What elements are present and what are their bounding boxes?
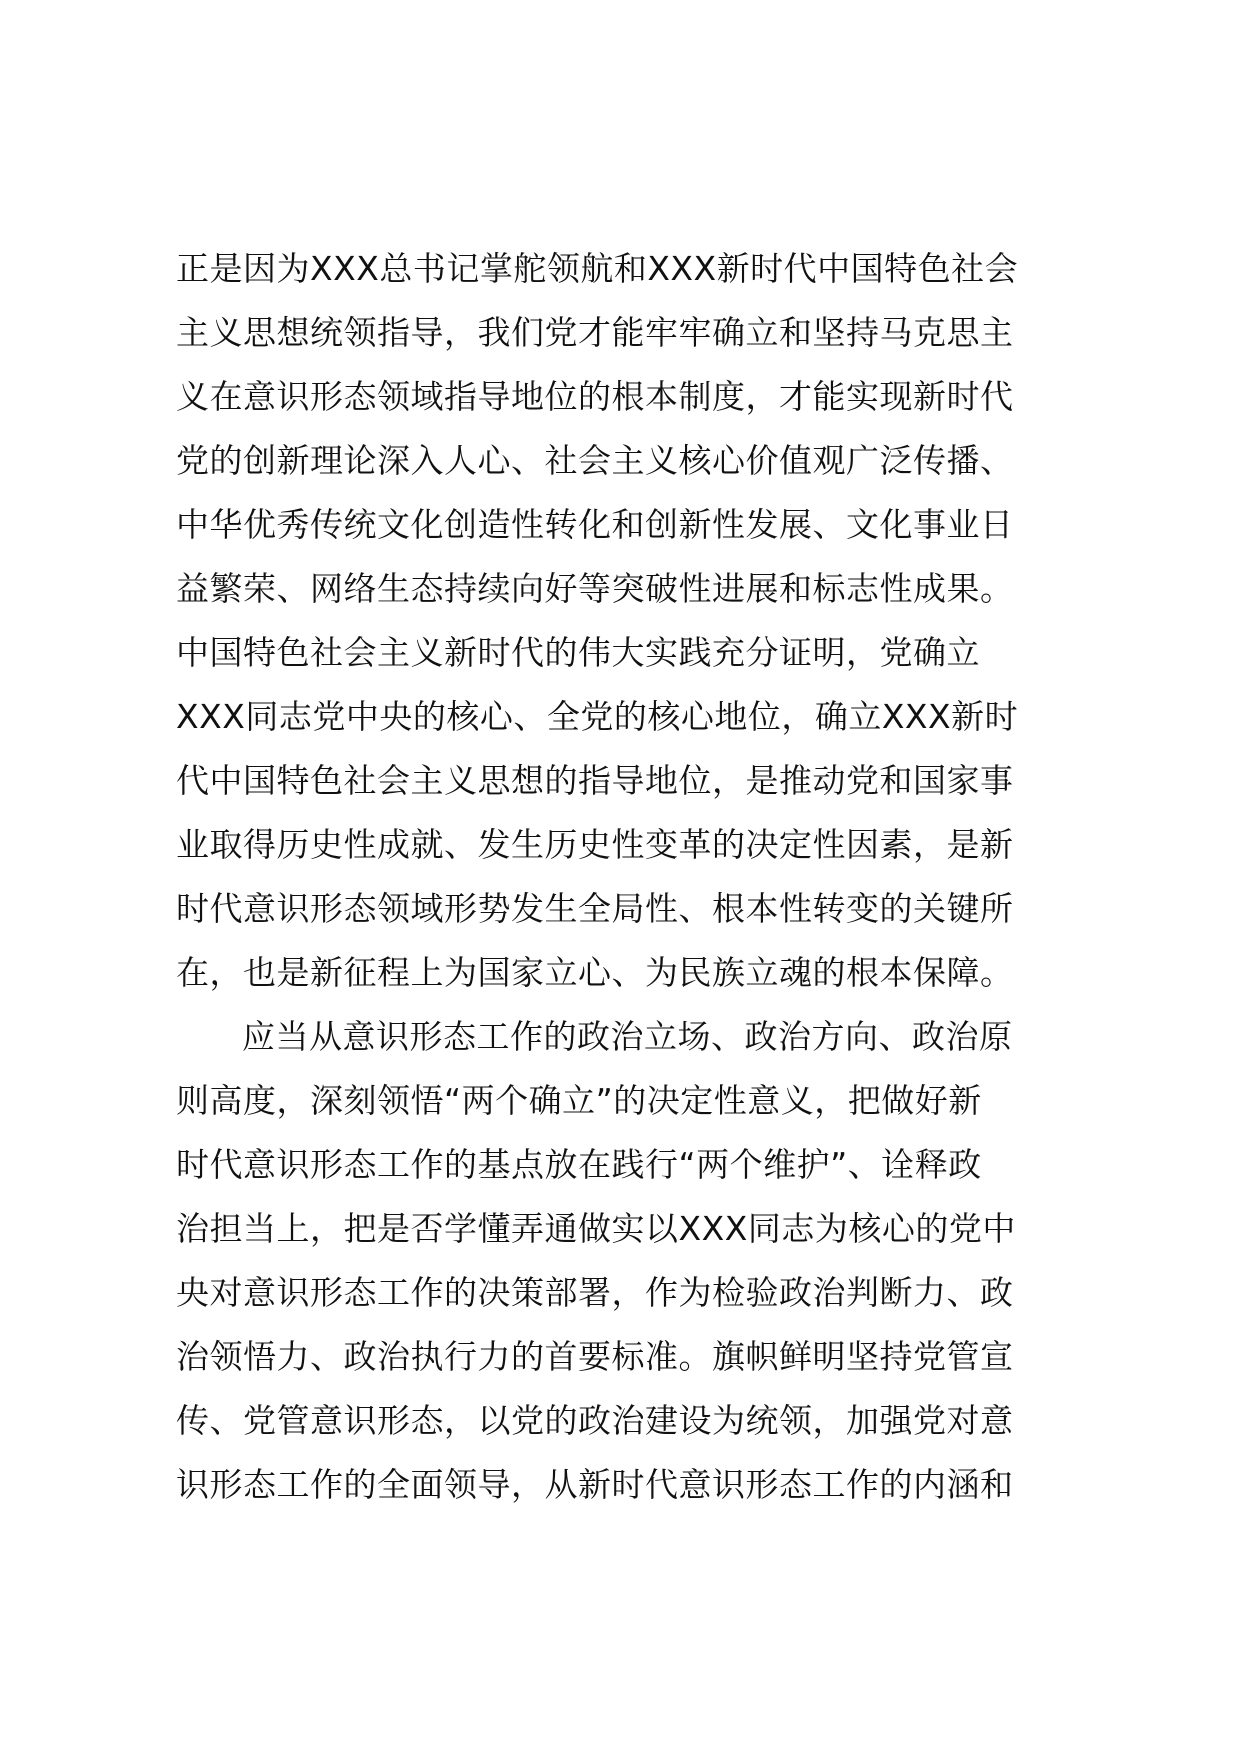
text-line: 益繁荣、网络生态持续向好等突破性进展和标志性成果。 [176,569,1014,608]
text-line: 传、党管意识形态，以党的政治建设为统领，加强党对意 [176,1401,1014,1440]
text-line: 业取得历史性成就、发生历史性变革的决定性因素，是新 [176,825,1014,864]
text-line: 治领悟力、政治执行力的首要标准。旗帜鲜明坚持党管宣 [176,1337,1014,1376]
text-line: 识形态工作的全面领导，从新时代意识形态工作的内涵和 [176,1465,1014,1504]
text-line: 主义思想统领指导，我们党才能牢牢确立和坚持马克思主 [176,313,1014,352]
text-line: 央对意识形态工作的决策部署，作为检验政治判断力、政 [176,1273,1014,1312]
text-line: 治担当上，把是否学懂弄通做实以XXX同志为核心的党中 [176,1209,1016,1248]
text-line: 义在意识形态领域指导地位的根本制度，才能实现新时代 [176,377,1014,416]
text-line: 代中国特色社会主义思想的指导地位，是推动党和国家事 [176,761,1014,800]
paragraph-first-line: 应当从意识形态工作的政治立场、政治方向、政治原 [242,1017,1013,1056]
body-text [176,237,1076,1517]
text-line: 在，也是新征程上为国家立心、为民族立魂的根本保障。 [176,953,1014,992]
text-line: 党的创新理论深入人心、社会主义核心价值观广泛传播、 [176,441,1014,480]
text-line: 正是因为XXX总书记掌舵领航和XXX新时代中国特色社会 [176,249,1019,288]
text-line: 中国特色社会主义新时代的伟大实践充分证明，党确立 [176,633,980,672]
text-line: XXX同志党中央的核心、全党的核心地位，确立XXX新时 [176,697,1019,736]
text-line: 时代意识形态工作的基点放在践行“两个维护”、诠释政 [176,1145,982,1184]
text-line: 则高度，深刻领悟“两个确立”的决定性意义，把做好新 [176,1081,982,1120]
text-line: 时代意识形态领域形势发生全局性、根本性转变的关键所 [176,889,1014,928]
text-line: 中华优秀传统文化创造性转化和创新性发展、文化事业日 [176,505,1014,544]
